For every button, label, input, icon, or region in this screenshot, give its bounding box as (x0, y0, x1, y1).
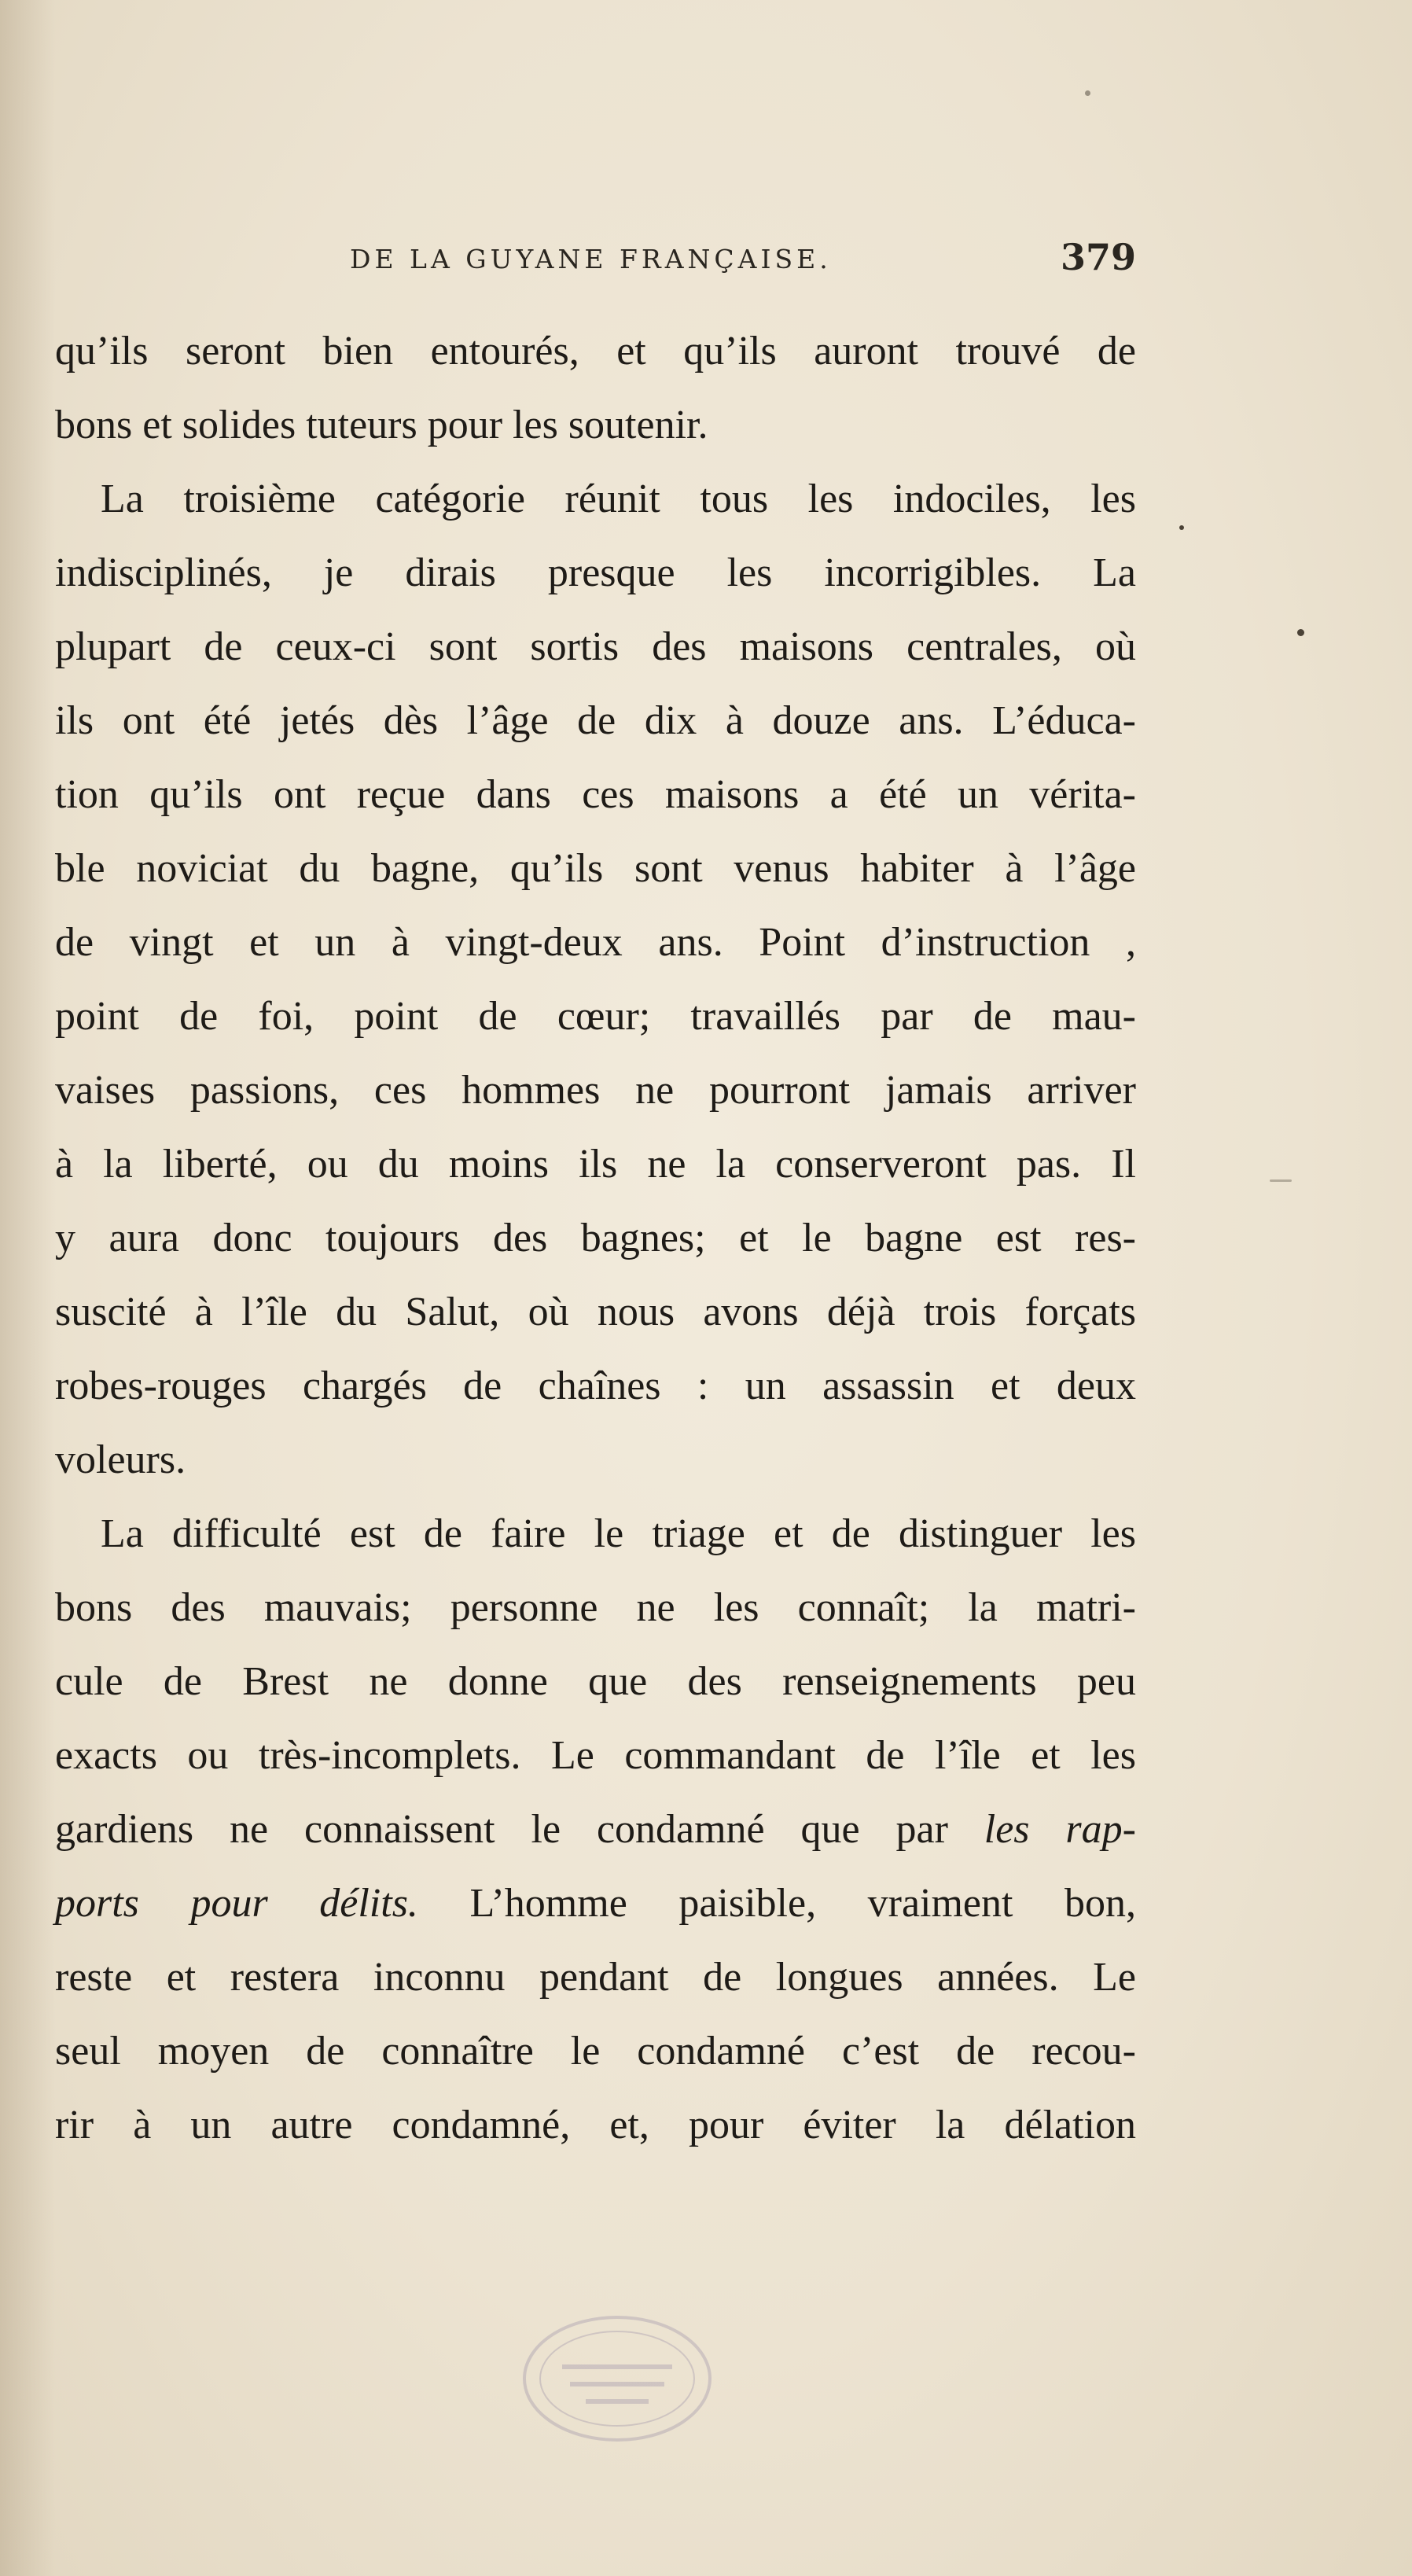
paragraph-start: La difficulté est de faire le triage et de distinguer les (101, 1511, 1136, 1556)
text-line (55, 1867, 1136, 1941)
text-line: cule de Brest ne donne que des renseignements peu (55, 1659, 1136, 1704)
text-line: tion qu’ils ont reçue dans ces maisons a été un vérita- (55, 772, 1136, 817)
text-line: exacts ou très-incomplets. Le commandant de l’île et les (55, 1733, 1136, 1778)
paper-speck (1085, 90, 1090, 96)
gutter-shadow (0, 0, 55, 2576)
text-line: reste et restera inconnu pendant de longues années. Le (55, 1955, 1136, 2000)
paper-speck (1270, 1179, 1292, 1182)
text-line: rir à un autre condamné, et, pour éviter la délation (55, 2103, 1136, 2147)
italic-text: les rap- (984, 1807, 1136, 1852)
text-line: indisciplinés, je dirais presque les incorrigibles. La (55, 550, 1136, 595)
text-line: à la liberté, ou du moins ils ne la conserveront pas. Il (55, 1142, 1136, 1187)
paragraph-start: La troisième catégorie réunit tous les indociles, les (101, 477, 1136, 521)
text-line: y aura donc toujours des bagnes; et le bagne est res- (55, 1216, 1136, 1260)
text-segment: gardiens ne connaissent le condamné que par (55, 1807, 948, 1852)
text-line: point de foi, point de cœur; travaillés par de mau- (55, 994, 1136, 1039)
text-line (55, 1793, 1136, 1867)
text-line: bons et solides tuteurs pour les soutenir. (55, 403, 708, 447)
text-line: voleurs. (55, 1437, 186, 1482)
text-line: vaises passions, ces hommes ne pourront jamais arriver (55, 1068, 1136, 1113)
text-line: de vingt et un à vingt-deux ans. Point d’instruction , (55, 920, 1136, 965)
italic-text: ports pour délits. (55, 1881, 418, 1926)
page-number: 379 (1060, 236, 1136, 278)
text-line: bons des mauvais; personne ne les connaît; la matri- (55, 1585, 1136, 1630)
running-head (55, 236, 1136, 299)
text-line: robes-rouges chargés de chaînes : un assassin et deux (55, 1363, 1136, 1408)
library-stamp (519, 2312, 715, 2445)
paper-speck (1297, 629, 1304, 636)
text-line: plupart de ceux-ci sont sortis des maisons centrales, où (55, 624, 1136, 669)
text-segment: L’homme paisible, vraiment bon, (469, 1881, 1137, 1926)
paper-speck (1179, 525, 1184, 530)
text-line: qu’ils seront bien entourés, et qu’ils auront trouvé de (55, 329, 1136, 374)
running-title: DE LA GUYANE FRANÇAISE. (350, 244, 832, 274)
text-line: suscité à l’île du Salut, où nous avons déjà trois forçats (55, 1290, 1136, 1334)
text-line: ble noviciat du bagne, qu’ils sont venus habiter à l’âge (55, 846, 1136, 891)
text-line: ils ont été jetés dès l’âge de dix à douze ans. L’éduca- (55, 698, 1136, 743)
body-text (55, 315, 1136, 2162)
text-line: seul moyen de connaître le condamné c’est de recou- (55, 2029, 1136, 2074)
